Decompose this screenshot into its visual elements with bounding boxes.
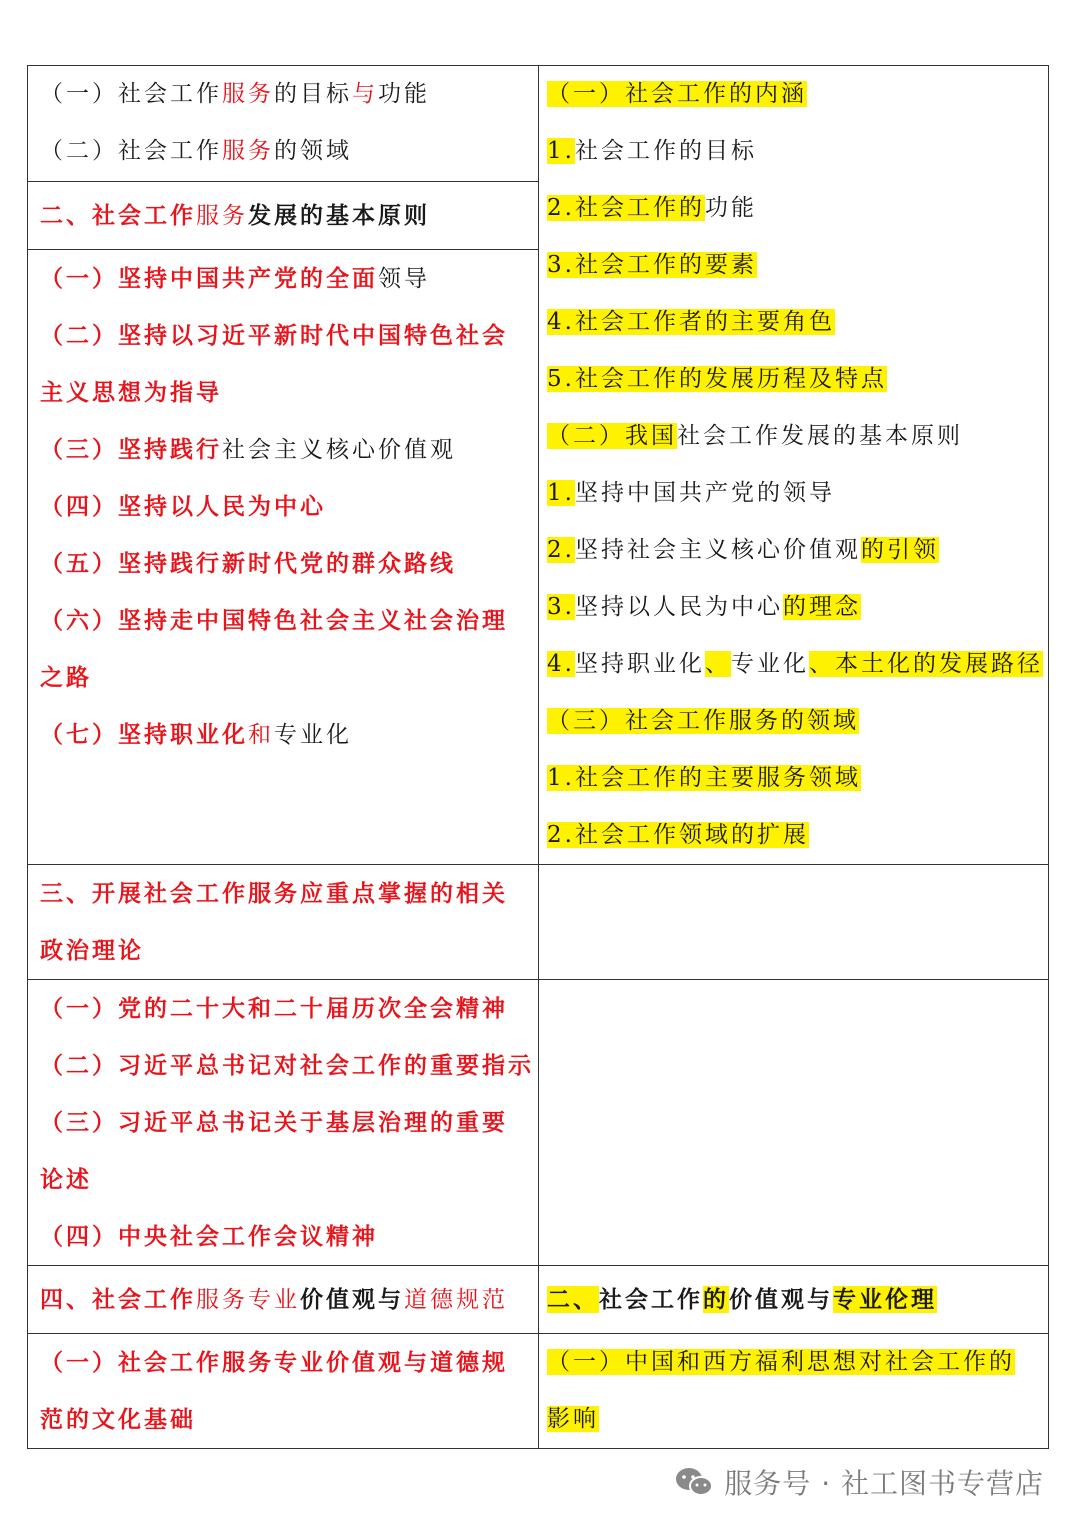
table-row: [28, 1334, 1049, 1449]
highlighted-text: 5.社会工作的发展历程及特点: [547, 366, 887, 392]
right-cell-empty: [539, 865, 1049, 980]
highlighted-text: 的引领: [860, 537, 939, 563]
table-row: [28, 1266, 1049, 1334]
text: 专业化: [274, 722, 352, 749]
section-heading: [28, 187, 538, 244]
highlighted-text: 4.: [547, 651, 575, 677]
highlighted-text: （一）中国和西方福利思想对社会工作的影响: [547, 1349, 1015, 1432]
left-cell-heading3: [28, 865, 539, 980]
highlighted-text: 二、: [547, 1286, 599, 1313]
right-item: [539, 636, 1048, 693]
text: 专业化: [730, 651, 809, 677]
highlighted-text: 专业伦理: [833, 1286, 937, 1313]
text: 的目标: [274, 81, 352, 107]
left-item: [28, 250, 538, 307]
text: 功能: [378, 81, 430, 107]
highlighted-text: 3.: [547, 594, 575, 620]
highlighted-text: 2.: [547, 537, 575, 563]
left-item: [28, 706, 538, 763]
text: 坚持职业化: [574, 651, 705, 677]
text: 价值观与: [300, 1286, 404, 1313]
highlighted-text: 的理念: [782, 594, 861, 620]
text: （二）社会工作: [40, 138, 222, 164]
left-item: （五）坚持践行新时代党的群众路线: [40, 550, 456, 578]
red-text: 四、社会工作: [40, 1286, 196, 1313]
red-text: （三）坚持: [40, 436, 170, 464]
left-item: [28, 421, 538, 478]
left-item: [28, 123, 538, 180]
left-item: （一）党的二十大和二十届历次全会精神: [40, 995, 508, 1022]
text: 价值观与: [729, 1286, 833, 1313]
right-heading: [539, 66, 1048, 123]
table-row: [28, 66, 1049, 182]
comparison-table: [27, 65, 1049, 1449]
red-text: 服务: [196, 202, 248, 229]
wechat-icon: [674, 1466, 714, 1498]
red-text: 道德规范: [404, 1287, 508, 1313]
highlighted-text: 1.社会工作的主要服务领域: [547, 765, 861, 791]
left-cell-principles: [28, 250, 539, 865]
highlighted-text: （二）我国: [547, 423, 677, 449]
text: 发展的基本原则: [248, 201, 430, 229]
highlighted-text: 2.社会工作领域的扩展: [547, 822, 809, 848]
red-text: 践行: [170, 436, 222, 464]
text: 领导: [378, 266, 430, 293]
left-item: （四）中央社会工作会议精神: [40, 1223, 378, 1250]
left-item: （二）习近平总书记对社会工作的重要指示: [40, 1052, 534, 1079]
footer-text: 服务号 · 社工图书专营店: [724, 1467, 1044, 1500]
text: 社会工作的目标: [574, 138, 757, 164]
text: 社会工作发展的基本原则: [677, 423, 963, 449]
red-text: 服务: [222, 81, 274, 107]
red-text: （一）坚持中国共产党的: [40, 265, 326, 293]
red-text: 与: [352, 81, 378, 107]
red-text: 二、社会工作: [40, 201, 196, 229]
text: 坚持社会主义核心价值观: [574, 537, 861, 563]
red-text: 和: [248, 722, 274, 749]
right-cell-welfare: [539, 1334, 1049, 1449]
red-text: （四）坚持以人民为中心: [40, 493, 326, 521]
red-text: 服务专业: [196, 1287, 300, 1313]
left-item: （一）社会工作服务专业价值观与道德规范的文化基础: [40, 1349, 508, 1433]
left-item: （三）习近平总书记关于基层治理的重要论述: [40, 1109, 508, 1193]
left-item: （六）坚持走中国特色社会主义社会治理之路: [40, 607, 508, 692]
left-item: [28, 66, 538, 123]
right-item: [539, 180, 1048, 237]
highlighted-text: 1.: [547, 480, 575, 506]
highlighted-text: （三）社会工作服务的领域: [547, 708, 859, 734]
highlighted-text: 4.社会工作者的主要角色: [547, 309, 835, 335]
right-cell-empty: [539, 980, 1049, 1266]
highlighted-text: 、: [704, 651, 731, 677]
text: 功能: [704, 195, 757, 221]
left-item: [28, 478, 538, 535]
left-cell-heading4: [28, 1266, 539, 1334]
table-row: [28, 980, 1049, 1266]
footer-watermark: [674, 1462, 1044, 1502]
table-row: [28, 865, 1049, 980]
text: 坚持中国共产党的领导: [574, 480, 835, 506]
right-item: [539, 123, 1048, 180]
right-item: [539, 750, 1048, 807]
red-text: （七）坚持职业化: [40, 721, 248, 749]
right-item: [539, 465, 1048, 522]
left-cell-section1: [28, 66, 539, 182]
left-cell-theory: [28, 980, 539, 1266]
right-heading: [539, 693, 1048, 750]
left-cell-heading2: [28, 181, 539, 249]
left-item: （二）坚持以习近平新时代中国特色社会主义思想为指导: [40, 322, 508, 407]
text: 社会工作: [599, 1286, 703, 1313]
right-cell-heading4: [539, 1266, 1049, 1334]
highlighted-text: （一）社会工作的内涵: [547, 81, 807, 107]
right-item: [539, 1334, 1048, 1448]
right-cell-section1: [539, 66, 1049, 865]
text: 社会主义核心价值观: [222, 437, 456, 464]
left-cell-culture: [28, 1334, 539, 1449]
highlighted-text: 、本土化的发展路径: [808, 651, 1043, 677]
right-heading: [539, 408, 1048, 465]
text: 的领域: [274, 138, 352, 164]
text: （一）社会工作: [40, 81, 222, 107]
red-text: 服务: [222, 138, 274, 164]
highlighted-text: 1.: [547, 138, 575, 164]
highlighted-text: 的: [703, 1286, 729, 1313]
section-heading: 三、开展社会工作服务应重点掌握的相关政治理论: [40, 880, 508, 964]
right-item: [539, 522, 1048, 579]
highlighted-text: 2.社会工作的: [547, 195, 705, 221]
right-item: [539, 807, 1048, 864]
red-text: 全面: [326, 265, 378, 293]
right-item: [539, 237, 1048, 294]
section-heading: [539, 1271, 1048, 1328]
right-item: [539, 294, 1048, 351]
highlighted-text: 3.社会工作的要素: [547, 252, 757, 278]
right-item: [539, 351, 1048, 408]
right-item: [539, 579, 1048, 636]
text: 坚持以人民为中心: [574, 594, 783, 620]
section-heading: [28, 1271, 538, 1328]
